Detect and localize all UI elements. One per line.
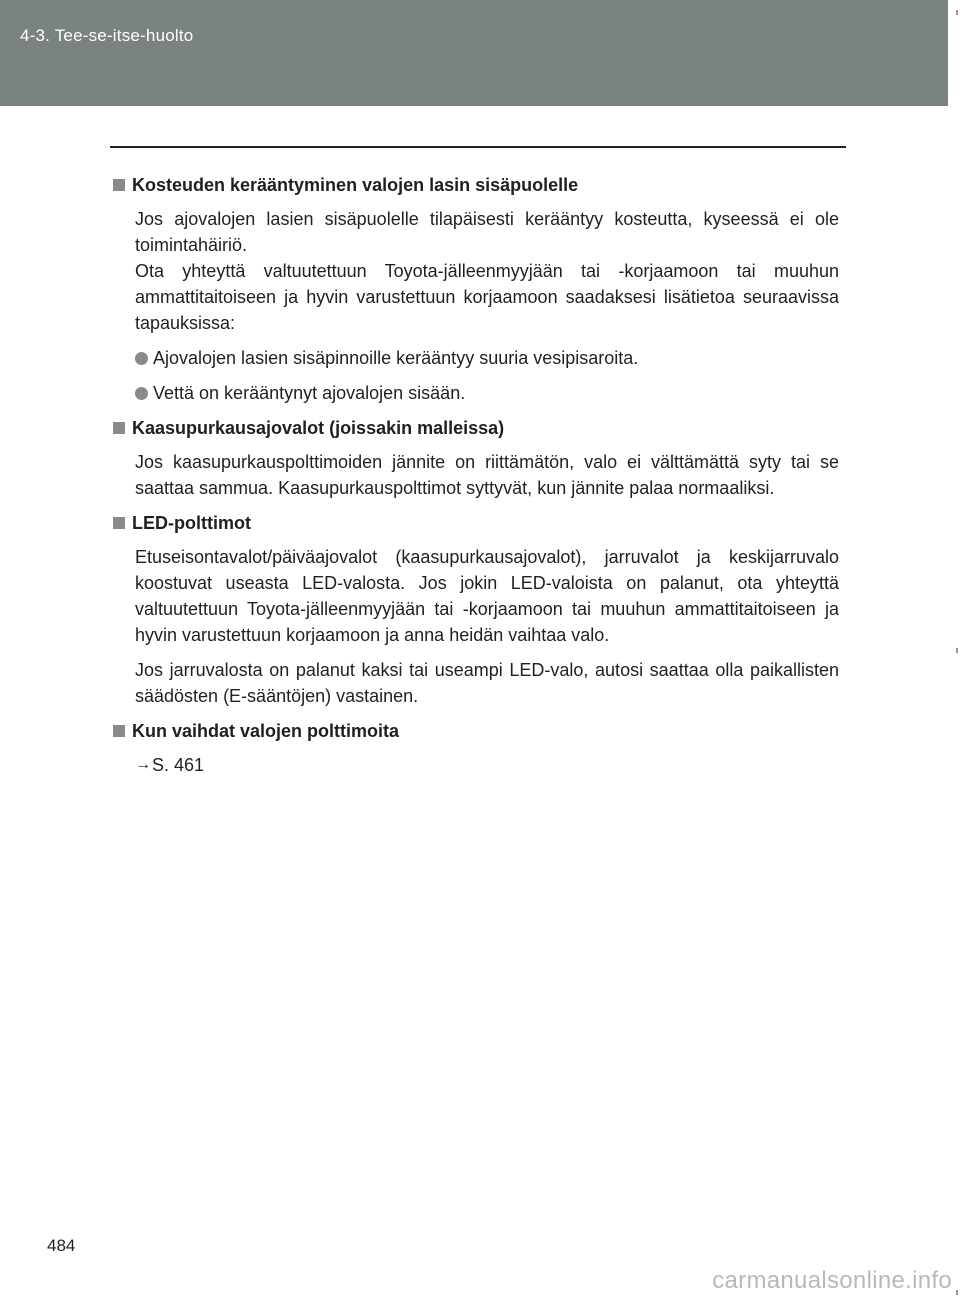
square-bullet-icon <box>113 422 125 434</box>
paragraph: Jos jarruvalosta on palanut kaksi tai useampi LED-valo, autosi saattaa olla paikallisten säädösten (E-sääntöjen) vastainen. <box>135 660 839 706</box>
watermark: carmanualsonline.info <box>712 1267 952 1294</box>
square-bullet-icon <box>113 725 125 737</box>
circle-bullet-icon <box>135 352 148 365</box>
page-reference[interactable]: → S. 461 <box>135 752 839 778</box>
crop-mark <box>956 1290 958 1295</box>
arrow-right-icon: → <box>135 756 151 773</box>
paragraph: Ota yhteyttä valtuutettuun Toyota-jälleenmyyjään tai -korjaamoon tai muuhun ammattitaitoiseen ja hyvin varustettuun korjaamoon saadaksesi lisätietoa seuraavissa tapauksissa: <box>135 261 839 333</box>
square-bullet-icon <box>113 517 125 529</box>
circle-bullet-icon <box>135 387 148 400</box>
list-item: Vettä on kerääntynyt ajovalojen sisään. <box>135 380 839 406</box>
paragraph: Jos ajovalojen lasien sisäpuolelle tilapäisesti kerääntyy kosteutta, kyseessä ei ole toimintahäiriö. <box>135 209 839 255</box>
top-rule <box>110 146 846 148</box>
chapter-header-band <box>0 0 948 106</box>
crop-mark <box>956 10 958 15</box>
section-heading: Kosteuden kerääntyminen valojen lasin sisäpuolelle <box>113 172 839 198</box>
page-number: 484 <box>47 1236 76 1255</box>
section-heading: Kaasupurkausajovalot (joissakin malleissa) <box>113 415 839 441</box>
section-title: 4-3. Tee-se-itse-huolto <box>20 26 194 45</box>
square-bullet-icon <box>113 179 125 191</box>
section-heading: LED-polttimot <box>113 510 839 536</box>
paragraph: Jos kaasupurkauspolttimoiden jännite on riittämätön, valo ei välttämättä syty tai se saattaa sammua. Kaasupurkauspolttimot syttyvät, kun jännite palaa normaaliksi. <box>135 452 839 498</box>
page-content <box>113 172 839 778</box>
list-item: Ajovalojen lasien sisäpinnoille kerääntyy suuria vesipisaroita. <box>135 345 839 371</box>
crop-mark <box>956 648 958 653</box>
section-heading: Kun vaihdat valojen polttimoita <box>113 718 839 744</box>
paragraph: Etuseisontavalot/päiväajovalot (kaasupurkausajovalot), jarruvalot ja keskijarruvalo koostuvat useasta LED-valosta. Jos jokin LED-valoista on palanut, ota yhteyttä valtuutettuun Toyota-jälleenmyyjään tai -korjaamoon tai muuhun ammattitaitoiseen ja hyvin varustettuun korjaamoon ja anna heidän vaihtaa valo. <box>135 547 839 645</box>
